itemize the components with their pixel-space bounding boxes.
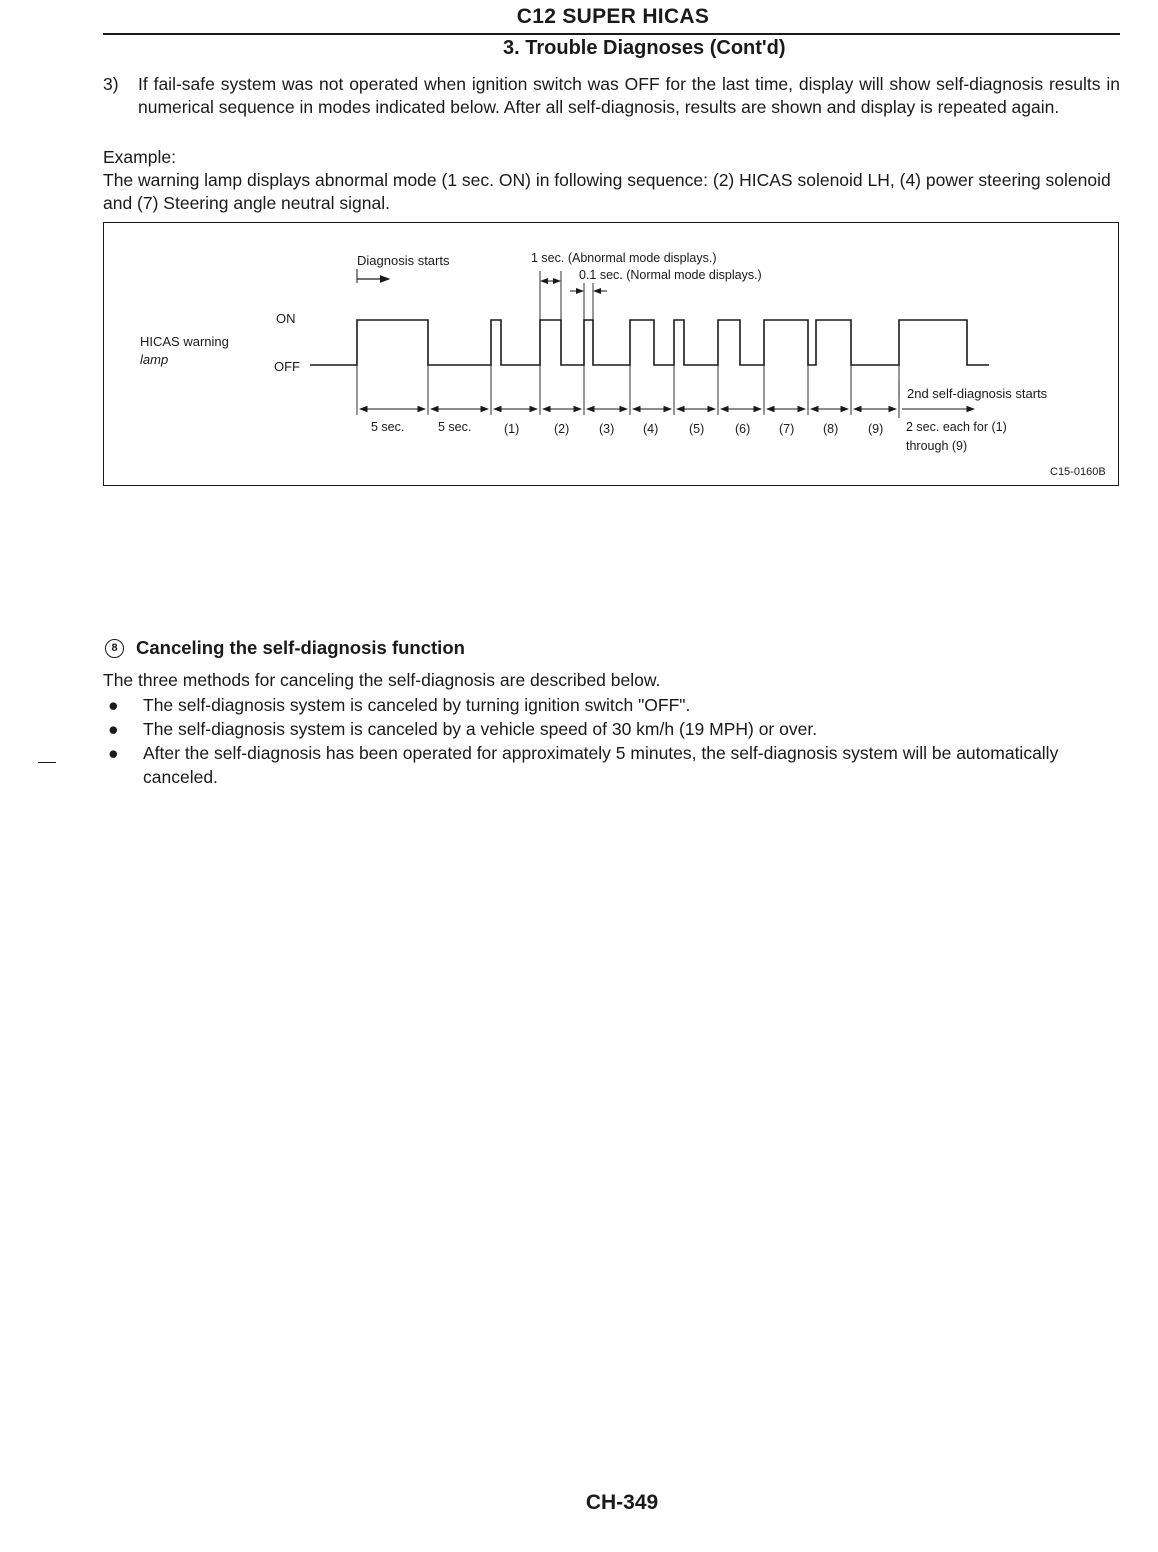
boundary-lines (357, 365, 899, 418)
interval-label: (4) (643, 422, 659, 436)
list-item (103, 693, 1123, 717)
signal-label-line2: lamp (140, 352, 169, 367)
second-diagnosis-label: 2nd self-diagnosis starts (907, 386, 1048, 401)
timing-diagram (103, 222, 1119, 486)
cancel-intro: The three methods for canceling the self-diagnosis are described below. (103, 670, 661, 690)
list-item-text: After the self-diagnosis has been operated for approximately 5 minutes, the self-diagnosis system will be automatically canceled. (143, 743, 1059, 787)
each-note-line1: 2 sec. each for (1) (906, 420, 1007, 434)
signal-label-line1: HICAS warning (140, 334, 229, 349)
normal-mode-note: 0.1 sec. (Normal mode displays.) (579, 268, 762, 282)
interval-label: (7) (779, 422, 795, 436)
list-item (103, 741, 1123, 789)
header-rule (103, 33, 1120, 35)
manual-title: C12 SUPER HICAS (516, 5, 710, 28)
each-note-line2: through (9) (906, 439, 968, 453)
list-item-text: The self-diagnosis system is canceled by a vehicle speed of 30 km/h (19 MPH) or over. (143, 719, 818, 739)
interval-label: (9) (868, 422, 884, 436)
list-item-text: The self-diagnosis system is canceled by turning ignition switch "OFF". (143, 695, 691, 715)
interval-label: (2) (554, 422, 570, 436)
step-text: If fail-safe system was not operated when ignition switch was OFF for the last time, display will show self-diagnosis results in numerical sequence in modes indicated below. After all self-diagnosis, results are shown and display is repeated again. (138, 74, 1120, 117)
bullet-icon: ● (108, 719, 119, 739)
abnormal-mode-note: 1 sec. (Abnormal mode displays.) (531, 251, 717, 265)
example-text: The warning lamp displays abnormal mode (1 sec. ON) in following sequence: (2) HICAS solenoid LH, (4) power steering solenoid and (7) Steering angle neutral signal. (103, 170, 1111, 213)
page-number: CH-349 (585, 1491, 659, 1514)
interval-label: 5 sec. (371, 420, 405, 434)
list-item (103, 717, 1123, 741)
cancel-heading-text: Canceling the self-diagnosis function (136, 637, 465, 658)
diagnosis-starts-label: Diagnosis starts (357, 253, 450, 268)
bullet-icon: ● (108, 695, 119, 715)
step-number: 3) (103, 74, 119, 94)
section-title: 3. Trouble Diagnoses (Cont'd) (503, 37, 786, 59)
section-marker-icon: 8 (105, 639, 124, 658)
interval-label: (5) (689, 422, 705, 436)
margin-dash (38, 762, 56, 763)
figure-code: C15-0160B (1050, 466, 1106, 478)
interval-label: (8) (823, 422, 839, 436)
example-label: Example: (103, 147, 176, 167)
step-3-paragraph (103, 73, 1120, 119)
interval-label: (3) (599, 422, 615, 436)
lamp-waveform (310, 320, 989, 365)
off-level-label: OFF (274, 359, 300, 374)
bullet-icon: ● (108, 743, 119, 763)
cancel-heading (105, 637, 465, 659)
interval-label: (6) (735, 422, 751, 436)
on-level-label: ON (276, 311, 296, 326)
cancel-methods-list (103, 693, 1123, 789)
timing-diagram-svg (104, 223, 1118, 485)
interval-labels (371, 420, 883, 436)
interval-label: 5 sec. (438, 420, 472, 434)
interval-label: (1) (504, 422, 520, 436)
